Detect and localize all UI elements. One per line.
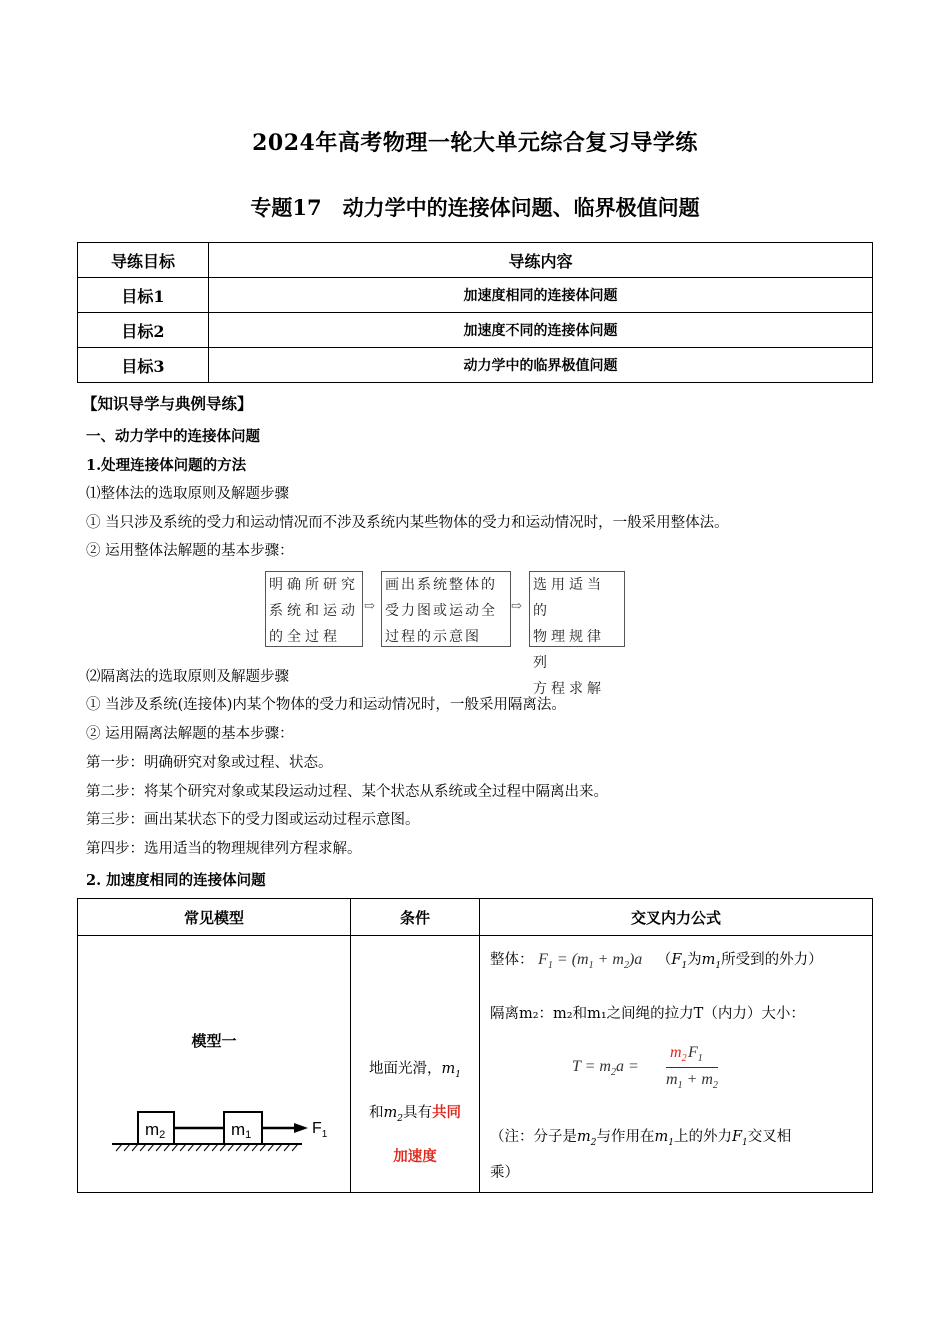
condition-line-1: 地面光滑，$m_1$ (369, 1061, 461, 1080)
condition-line-2: 和$m_2$具有共同 (369, 1103, 461, 1124)
model-cell (78, 936, 351, 1193)
flow-text: 系统和运动 (269, 603, 359, 619)
isolate-label: 隔离m₂：m₂和m₁之间绳的拉力T（内力）大小： (490, 1006, 805, 1022)
condition-line-3: 加速度 (393, 1147, 437, 1165)
table-row (78, 936, 873, 1193)
paragraph: ② 运用隔离法解题的基本步骤： (86, 726, 294, 742)
flow-text: 选用适当的 (533, 577, 605, 619)
block-m1-label: m1 (231, 1120, 252, 1141)
content-cell: 加速度相同的连接体问题 (209, 278, 873, 313)
flow-text: 明确所研究 (269, 577, 359, 593)
table-row (78, 348, 873, 383)
paragraph: ⑴整体法的选取原则及解题步骤 (86, 486, 289, 502)
whole-method-flowchart (265, 571, 625, 697)
goals-header-goal: 导练目标 (78, 243, 209, 278)
goal-cell: 目标1 (78, 278, 209, 313)
note-line-2: 乘） (490, 1164, 519, 1181)
flow-text: 受力图或运动全 (385, 603, 497, 619)
paragraph: 第二步：将某个研究对象或某段运动过程、某个状态从系统或全过程中隔离出来。 (86, 784, 608, 800)
paragraph: 第三步：画出某状态下的受力图或运动过程示意图。 (86, 812, 420, 828)
model-name: 模型一 (191, 1032, 237, 1050)
two-blocks-diagram (108, 1102, 348, 1162)
models-header-condition: 条件 (351, 899, 480, 936)
table-row (78, 278, 873, 313)
flow-text: 物理规律列 (533, 629, 605, 671)
content-cell: 加速度不同的连接体问题 (209, 313, 873, 348)
condition-cell (351, 936, 480, 1193)
paragraph: ① 当只涉及系统的受力和运动情况而不涉及系统内某些物体的受力和运动情况时，一般采用整体法。 (86, 515, 729, 531)
goal-cell: 目标2 (78, 313, 209, 348)
flow-step-box (265, 571, 363, 647)
flow-step-box (529, 571, 625, 697)
paragraph: ② 运用整体法解题的基本步骤： (86, 543, 294, 559)
paragraph: 第四步：选用适当的物理规律列方程求解。 (86, 841, 362, 857)
models-header-formula: 交叉内力公式 (480, 899, 873, 936)
paragraph: ① 当涉及系统(连接体)内某个物体的受力和运动情况时，一般采用隔离法。 (86, 697, 566, 713)
ground-hatching (116, 1144, 298, 1151)
whole-label: 整体： (490, 952, 534, 968)
flow-step-box (381, 571, 511, 647)
condition-text (351, 1050, 479, 1176)
flow-text: 方程求解 (533, 681, 605, 697)
paragraph: 第一步：明确研究对象或过程、状态。 (86, 755, 333, 771)
models-header-row (78, 899, 873, 936)
content-cell: 动力学中的临界极值问题 (209, 348, 873, 383)
cross-multiply-note (490, 1122, 870, 1188)
document-title: 2024年高考物理一轮大单元综合复习导学练 (252, 130, 698, 156)
whole-note: （$F_1$为$m_1$所受到的外力） (656, 952, 823, 971)
section-header: 【知识导学与典例导练】 (82, 394, 253, 413)
goals-header-content: 导练内容 (209, 243, 873, 278)
document-subtitle: 专题17 动力学中的连接体问题、临界极值问题 (250, 195, 700, 220)
models-table (77, 898, 873, 1193)
note-line-1: （注：分子是$m_2$与作用在$m_1$上的外力$F_1$交叉相 (490, 1129, 792, 1148)
paragraph: ⑵隔离法的选取原则及解题步骤 (86, 669, 289, 685)
models-header-model: 常见模型 (78, 899, 351, 936)
force-arrow-head (294, 1123, 308, 1133)
goals-header-row (78, 243, 873, 278)
condition-cell-inner (351, 936, 479, 1192)
arrow-right-icon: ⇨ (364, 599, 375, 614)
heading-connected-bodies: 一、动力学中的连接体问题 (86, 428, 260, 445)
goal-cell: 目标3 (78, 348, 209, 383)
goals-table (77, 242, 873, 383)
flow-text: 过程的示意图 (385, 629, 481, 645)
whole-formula-line (490, 948, 823, 971)
formula-cell (480, 936, 873, 1193)
tension-formula: $T = m_2a$ = $m_2$ $F_1$ $m_1 + m_2$ (572, 1044, 718, 1092)
model-cell-inner (78, 936, 348, 1192)
flow-text: 画出系统整体的 (385, 577, 497, 593)
arrow-right-icon: ⇨ (511, 599, 522, 614)
force-label: $F_1$ (312, 1120, 328, 1140)
table-row (78, 313, 873, 348)
block-m2-label: m2 (145, 1120, 166, 1141)
flow-text: 的全过程 (269, 629, 341, 645)
heading-methods: 1.处理连接体问题的方法 (86, 457, 247, 474)
whole-formula: $F_1 = (m_1 + m_2)a$ (538, 951, 643, 972)
formula-cell-inner (480, 936, 872, 1192)
heading-same-acceleration: 2. 加速度相同的连接体问题 (86, 872, 266, 889)
